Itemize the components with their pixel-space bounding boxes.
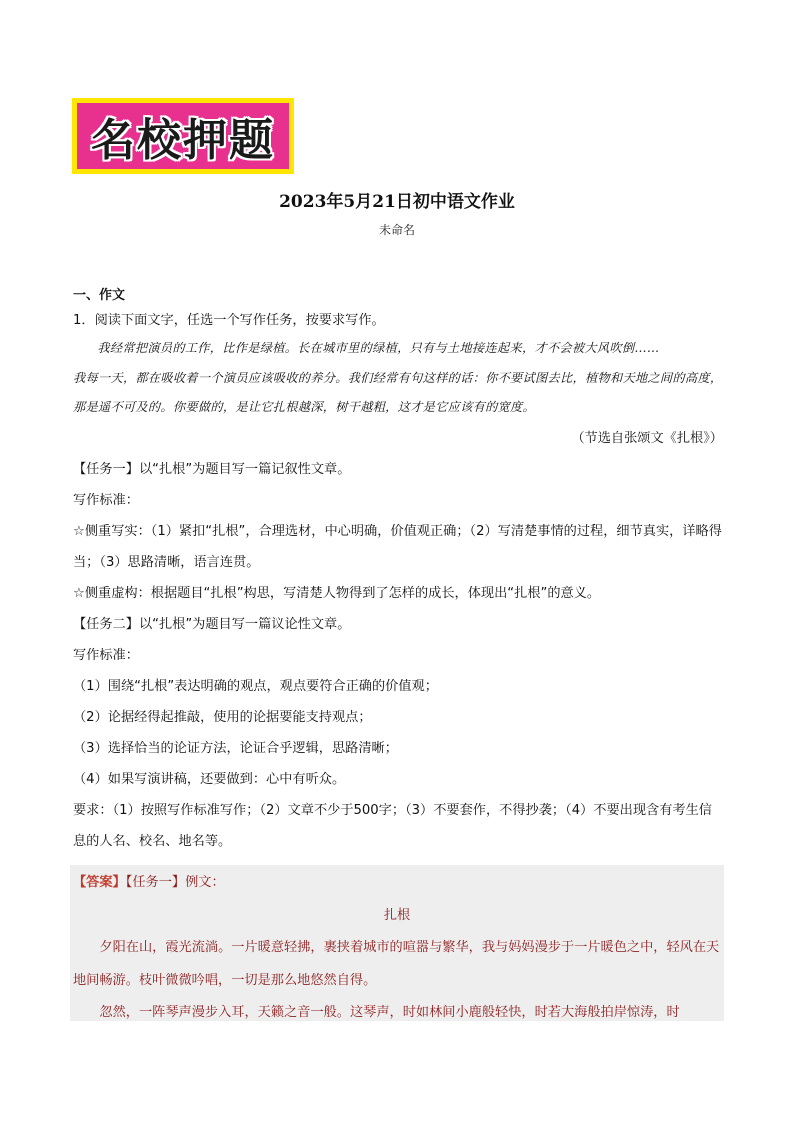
- task2-heading: [73, 609, 723, 640]
- page-title: 2023年5月21日初中语文作业: [279, 192, 515, 212]
- section-heading: 一、作文: [73, 288, 126, 303]
- logo-text: 名校押题: [91, 115, 275, 166]
- brand-logo: [72, 98, 294, 174]
- task2-criterion-1: （1）围绕“扎根”表达明确的观点，观点要符合正确的价值观；: [73, 678, 438, 694]
- task2-label: 【任务二】: [73, 616, 139, 632]
- task2-criteria-title: 写作标准：: [73, 647, 139, 663]
- task1-criterion-2: ☆侧重虚构：根据题目“扎根”构思，写清楚人物得到了怎样的成长，体现出“扎根”的意义。: [73, 585, 601, 601]
- task1-label: 【任务一】: [73, 461, 139, 477]
- answer-heading: [73, 867, 721, 900]
- task1-prompt: 以“扎根”为题目写一篇记叙性文章。: [138, 461, 351, 477]
- passage-source: （节选自张颂文《扎根》）: [571, 430, 723, 446]
- answer-label: 【任务一】例文：: [125, 875, 225, 890]
- passage-paragraph-2: 我每一天，都在吸收着一个演员应该吸收的养分。我们经常有句这样的话：你不要试图去比，植物和天地之间的高度，那是遥不可及的。你要做的，是让它扎根越深，树干越粗，这才是它应该有的宽度。: [73, 370, 723, 414]
- task2-prompt: 以“扎根”为题目写一篇议论性文章。: [138, 616, 351, 632]
- passage-paragraph-1: 我经常把演员的工作，比作是绿植。长在城市里的绿植，只有与土地接连起来，才不会被大风吹倒……: [97, 341, 660, 355]
- task1-heading: [73, 454, 723, 485]
- question-prompt: 1．阅读下面文字，任选一个写作任务，按要求写作。: [73, 313, 385, 328]
- answer-tag: 【答案】: [73, 875, 126, 890]
- document-body: [73, 284, 723, 857]
- task2-criterion-4: （4）如果写演讲稿，还要做到：心中有听众。: [73, 771, 346, 787]
- task1-criteria-title: 写作标准：: [73, 492, 139, 508]
- page-subtitle: 未命名: [378, 223, 415, 237]
- essay-paragraph-2: 忽然，一阵琴声漫步入耳，天籁之音一般。这琴声，时如林间小鹿般轻快，时若大海般拍岸惊涛，时: [99, 1005, 680, 1020]
- answer-box: [70, 865, 724, 1021]
- essay-title: 扎根: [383, 907, 411, 923]
- essay-paragraph-1: 夕阳在山，霞光流淌。一片暖意轻拂，裹挟着城市的喧嚣与繁华，我与妈妈漫步于一片暖色之中，轻风在天地间畅游。枝叶微微吟唱，一切是那么地悠然自得。: [73, 940, 720, 988]
- logo-background: [77, 103, 289, 169]
- requirements: 要求：（1）按照写作标准写作；（2）文章不少于500字；（3）不要套作，不得抄袭；（4）不要出现含有考生信息的人名、校名、地名等。: [73, 802, 712, 849]
- task1-criterion-1: ☆侧重写实：（1）紧扣“扎根”，合理选材，中心明确，价值观正确；（2）写清楚事情的过程，细节真实，详略得当；（3）思路清晰，语言连贯。: [73, 523, 722, 570]
- task2-criterion-3: （3）选择恰当的论证方法，论证合乎逻辑，思路清晰；: [73, 740, 398, 756]
- task2-criterion-2: （2）论据经得起推敲，使用的论据要能支持观点；: [73, 709, 372, 725]
